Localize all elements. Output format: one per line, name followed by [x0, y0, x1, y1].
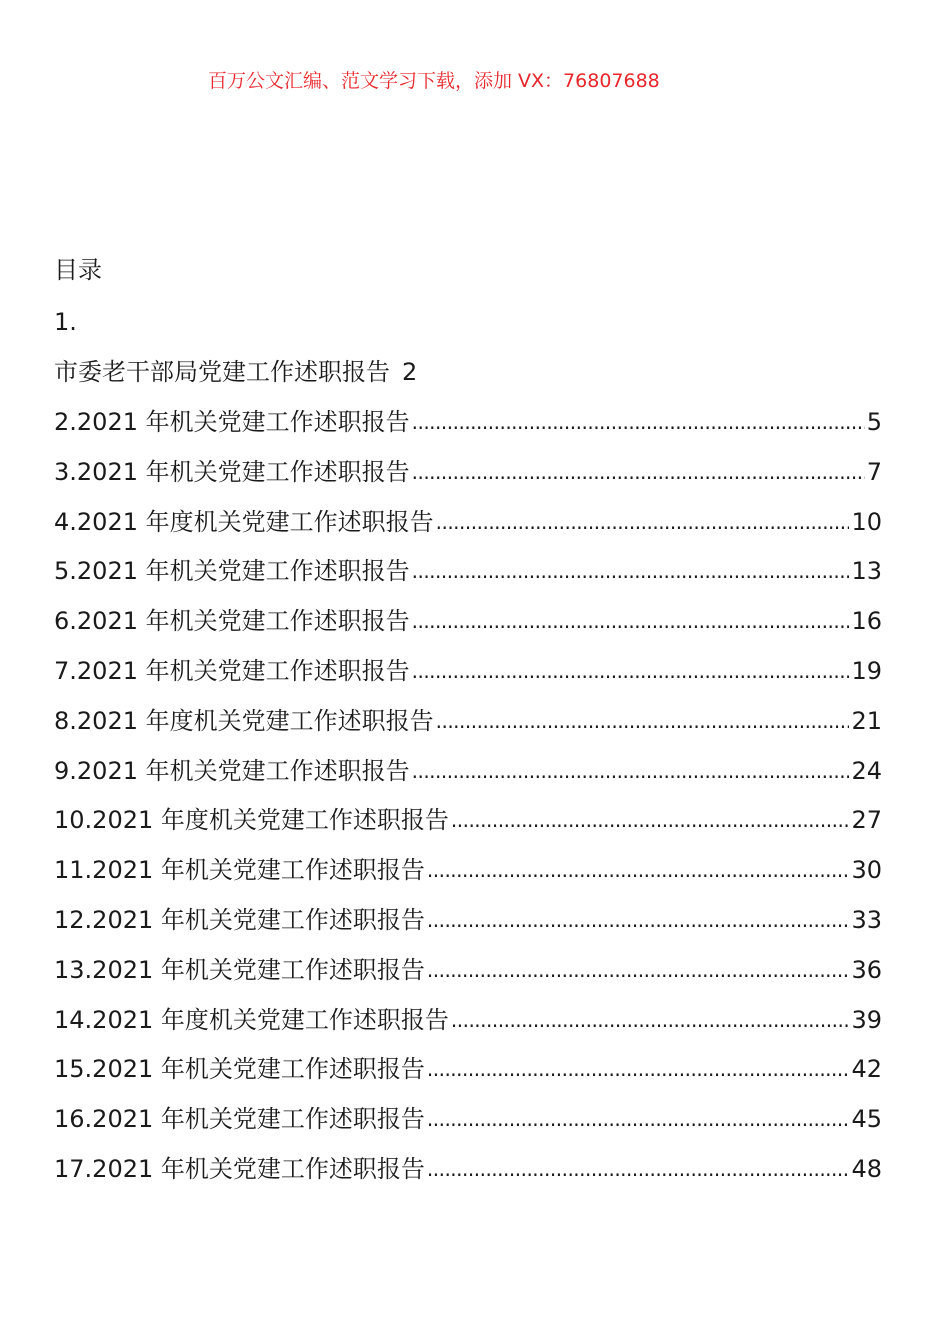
- toc-entry-page: 21: [851, 706, 882, 735]
- toc-dot-leader: [412, 449, 865, 494]
- toc-dot-leader: [451, 997, 850, 1042]
- toc-entry-label: 7.2021 年机关党建工作述职报告: [54, 656, 410, 685]
- toc-entry-12[interactable]: [54, 898, 882, 948]
- toc-entry-label: 2.2021 年机关党建工作述职报告: [54, 408, 410, 436]
- toc-entry-page: 36: [851, 955, 882, 984]
- toc-entry-page: 24: [851, 756, 882, 785]
- toc-entry-9[interactable]: [54, 749, 882, 799]
- toc-entry-page: 30: [851, 856, 882, 885]
- toc-entry-page: 45: [851, 1105, 882, 1134]
- toc-entry-11[interactable]: [54, 848, 882, 898]
- toc-entry-label: 16.2021 年机关党建工作述职报告: [54, 1105, 425, 1134]
- toc-dot-leader: [412, 598, 850, 643]
- toc-entry-page: 39: [851, 1005, 882, 1034]
- toc-dot-leader: [427, 897, 850, 942]
- toc-dot-leader: [427, 947, 850, 992]
- toc-entry-page: 10: [851, 507, 882, 536]
- toc-dot-leader: [451, 797, 850, 842]
- toc-entry-label: 11.2021 年机关党建工作述职报告: [54, 856, 425, 885]
- toc-entry-7[interactable]: [54, 649, 882, 699]
- toc-entry-page: 13: [851, 557, 882, 586]
- toc-dot-leader: [412, 399, 865, 444]
- toc-entry-3[interactable]: [54, 450, 882, 500]
- toc-entry-13[interactable]: [54, 948, 882, 998]
- toc-dot-leader: [427, 1146, 850, 1191]
- toc-entry-10[interactable]: [54, 798, 882, 848]
- toc-dot-leader: [436, 698, 850, 743]
- toc-entry-5[interactable]: [54, 549, 882, 599]
- toc-entry-list: [54, 400, 882, 1197]
- toc-entry-16[interactable]: [54, 1097, 882, 1147]
- toc-entry-page: 19: [851, 656, 882, 685]
- toc-entry-page: 48: [851, 1154, 882, 1183]
- toc-dot-leader: [427, 1046, 850, 1091]
- toc-entry-label: 4.2021 年度机关党建工作述职报告: [54, 507, 434, 536]
- toc-entry-8[interactable]: [54, 699, 882, 749]
- toc-first-number: 1.: [54, 308, 77, 336]
- toc-entry-6[interactable]: [54, 599, 882, 649]
- toc-entry-label: 8.2021 年度机关党建工作述职报告: [54, 706, 434, 735]
- toc-dot-leader: [436, 499, 850, 544]
- toc-entry-17[interactable]: [54, 1147, 882, 1197]
- toc-entry-label: 10.2021 年度机关党建工作述职报告: [54, 806, 449, 835]
- toc-entry-label: 12.2021 年机关党建工作述职报告: [54, 905, 425, 934]
- toc-entry-page: 2: [402, 358, 418, 386]
- toc-entry-page: 5: [866, 408, 882, 436]
- toc-entry-label: 6.2021 年机关党建工作述职报告: [54, 607, 410, 636]
- toc-entry-4[interactable]: [54, 500, 882, 550]
- toc-dot-leader: [427, 847, 850, 892]
- toc-entry-label: 17.2021 年机关党建工作述职报告: [54, 1154, 425, 1183]
- toc-entry-label: 5.2021 年机关党建工作述职报告: [54, 557, 410, 586]
- toc-entry-page: 7: [866, 457, 882, 486]
- header-promo-note: 百万公文汇编、范文学习下载，添加 VX：76807688: [208, 70, 660, 92]
- toc-entry-2[interactable]: [54, 400, 882, 450]
- toc-entry-1[interactable]: [54, 350, 417, 394]
- toc-entry-label: 9.2021 年机关党建工作述职报告: [54, 756, 410, 785]
- toc-entry-page: 27: [851, 806, 882, 835]
- toc-entry-page: 33: [851, 905, 882, 934]
- toc-entry-label: 13.2021 年机关党建工作述职报告: [54, 955, 425, 984]
- toc-entry-label: 14.2021 年度机关党建工作述职报告: [54, 1005, 449, 1034]
- toc-entry-label: 市委老干部局党建工作述职报告: [54, 358, 390, 386]
- toc-entry-page: 16: [851, 607, 882, 636]
- toc-entry-page: 42: [851, 1055, 882, 1084]
- toc-entry-14[interactable]: [54, 998, 882, 1048]
- toc-dot-leader: [427, 1096, 850, 1141]
- toc-dot-leader: [412, 748, 850, 793]
- toc-dot-leader: [412, 548, 850, 593]
- toc-dot-leader: [412, 648, 850, 693]
- toc-entry-label: 3.2021 年机关党建工作述职报告: [54, 457, 410, 486]
- toc-entry-label: 15.2021 年机关党建工作述职报告: [54, 1055, 425, 1084]
- toc-entry-15[interactable]: [54, 1047, 882, 1097]
- toc-title: 目录: [54, 256, 102, 284]
